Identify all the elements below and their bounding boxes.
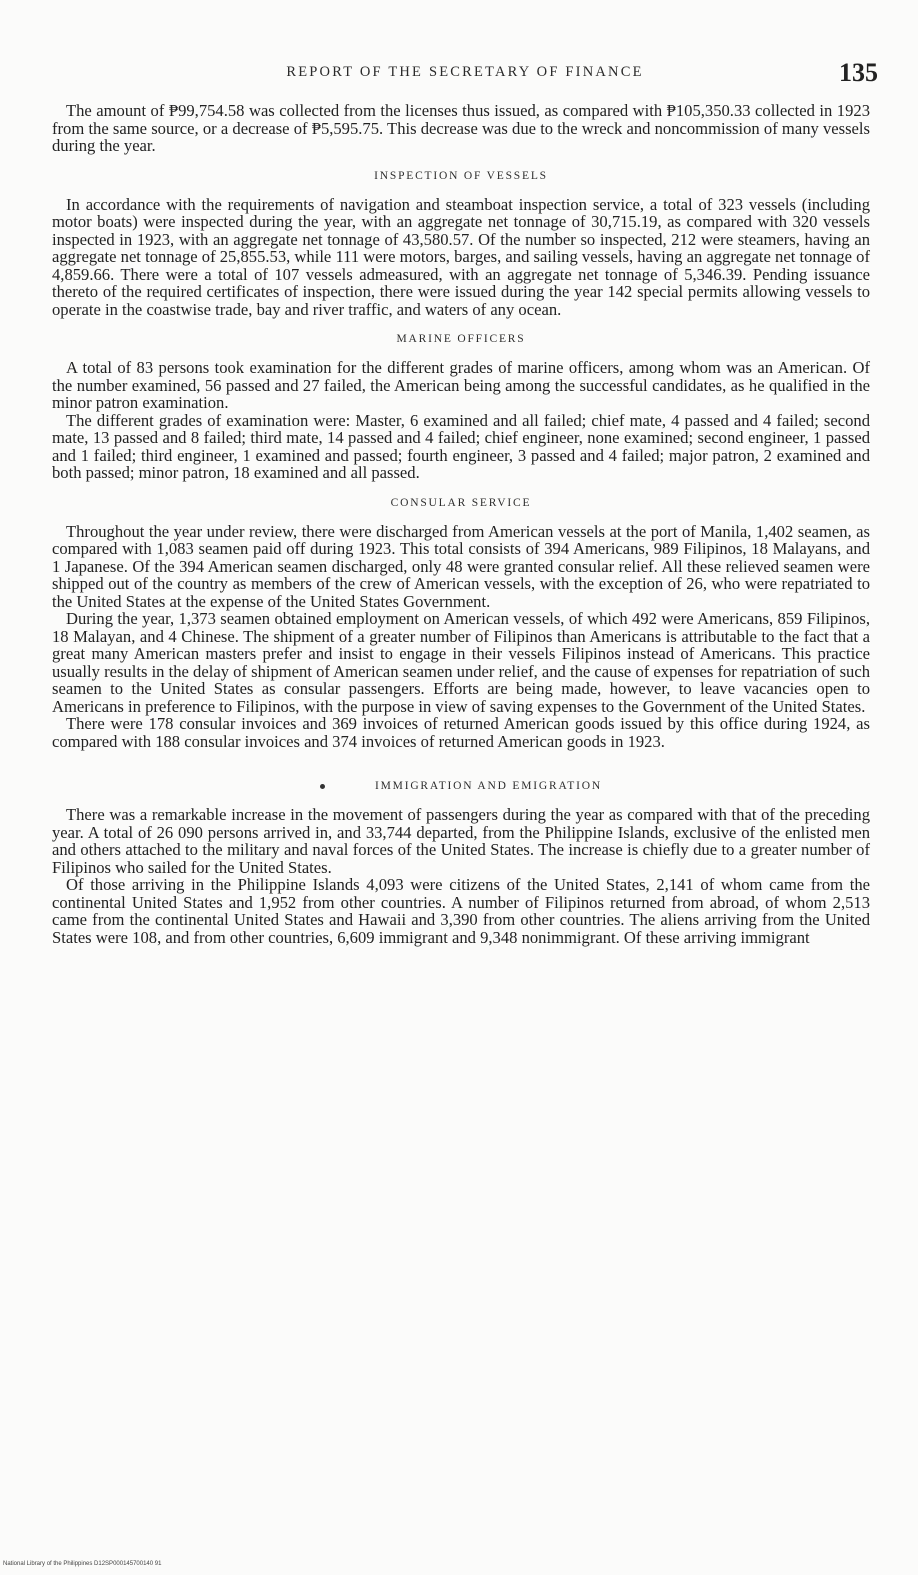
section-heading-text: IMMIGRATION AND EMIGRATION [375,780,602,792]
section-inspection-of-vessels [52,170,870,319]
section-heading: INSPECTION OF VESSELS [374,169,548,182]
body-paragraph: There was a remarkable increase in the movement of passengers during the year as compared with that of the preceding year. A total of 26 090 persons arrived in, and 33,744 departed, from the Philippine Islands, exclusive of the enlisted men and others attached to the military and naval forces of the United States. The increase is chiefly due to a greater number of Filipinos who sailed for the United States. [52,805,870,877]
running-head [52,58,878,90]
page-body [52,102,870,946]
section-marine-officers [52,333,870,482]
page-number: 135 [839,58,878,87]
bullet-dot-icon [320,784,325,789]
scan-credit: National Library of the Philippines D12SP000145700140 91 [3,1561,162,1567]
body-paragraph: The different grades of examination were: Master, 6 examined and all failed; chief mate, 4 passed and 4 failed; second mate, 13 passed and 8 failed; third mate, 14 passed and 4 failed; chief engineer, none examined; second engineer, 1 passed and 1 failed; third engineer, 1 examined and passed; fourth engineer, 3 passed and 4 failed; major patron, 2 examined and both passed; minor patron, 18 examined and all passed. [52,410,870,482]
section-immigration-and-emigration [52,780,870,946]
body-paragraph: During the year, 1,373 seamen obtained employment on American vessels, of which 492 were Americans, 859 Filipinos, 18 Malayan, and 4 Chinese. The shipment of a greater number of Filipinos than Americans is attributable to the fact that a great many American masters prefer and insist to engage in their vessels Filipinos instead of Americans. This practice usually results in the delay of shipment of American seamen under relief, and the cause of expenses for repatriation of such seamen to the United States as consular passengers. Efforts are being made, however, to leave vacancies open to Americans in preference to Filipinos, with the purpose in view of saving expenses to the Government of the United States. [52,609,870,716]
section-heading: CONSULAR SERVICE [390,496,532,509]
running-title: REPORT OF THE SECRETARY OF FINANCE [286,64,644,80]
body-paragraph: There were 178 consular invoices and 369 invoices of returned American goods issued by this office during 1924, as compared with 188 consular invoices and 374 invoices of returned American goods in 1923. [52,714,870,751]
intro-paragraph: The amount of ₱99,754.58 was collected from the licenses thus issued, as compared with ₱105,350.33 collected in 1923 from the same source, or a decrease of ₱5,595.75. This decrease was due to the wreck and noncommission of many vessels during the year. [52,101,870,155]
section-consular-service [52,497,870,751]
body-paragraph: In accordance with the requirements of navigation and steamboat inspection service, a total of 323 vessels (including motor boats) were inspected during the year, with an aggregate net tonnage of 30,715.19, as compared with 320 vessels inspected in 1923, with an aggregate net tonnage of 43,580.57. Of the number so inspected, 212 were steamers, having an aggregate net tonnage of 25,855.53, while 111 were motors, barges, and sailing vessels, having an aggregate net tonnage of 4,859.66. There were a total of 107 vessels admeasured, with an aggregate net tonnage of 5,346.39. Pending issuance thereto of the required certificates of inspection, there were issued during the year 142 special permits allowing vessels to operate in the coastwise trade, bay and river traffic, and waters of any ocean. [52,194,870,319]
section-heading: MARINE OFFICERS [396,333,526,345]
body-paragraph: Throughout the year under review, there were discharged from American vessels at the port of Manila, 1,402 seamen, as compared with 1,083 seamen paid off during 1923. This total consists of 394 Americans, 989 Filipinos, 18 Malayans, and 1 Japanese. Of the 394 American seamen discharged, only 48 were granted consular relief. All these relieved seamen were shipped out of the country as members of the crew of American vessels, with the exception of 26, who were repatriated to the United States at the expense of the United States Government. [52,521,870,611]
body-paragraph: A total of 83 persons took examination for the different grades of marine officers, among whom was an American. Of the number examined, 56 passed and 27 failed, the American being among the successful candidates, as he qualified in the minor patron examination. [52,358,870,412]
section-heading [52,780,870,792]
body-paragraph: Of those arriving in the Philippine Islands 4,093 were citizens of the United States, 2,141 of whom came from the continental United States and 1,952 from other countries. A number of Filipinos returned from abroad, of whom 2,513 came from the continental United States and Hawaii and 3,390 from other countries. The aliens arriving from the United States were 108, and from other countries, 6,609 immigrant and 9,348 nonimmigrant. Of these arriving immigrant [52,875,870,947]
